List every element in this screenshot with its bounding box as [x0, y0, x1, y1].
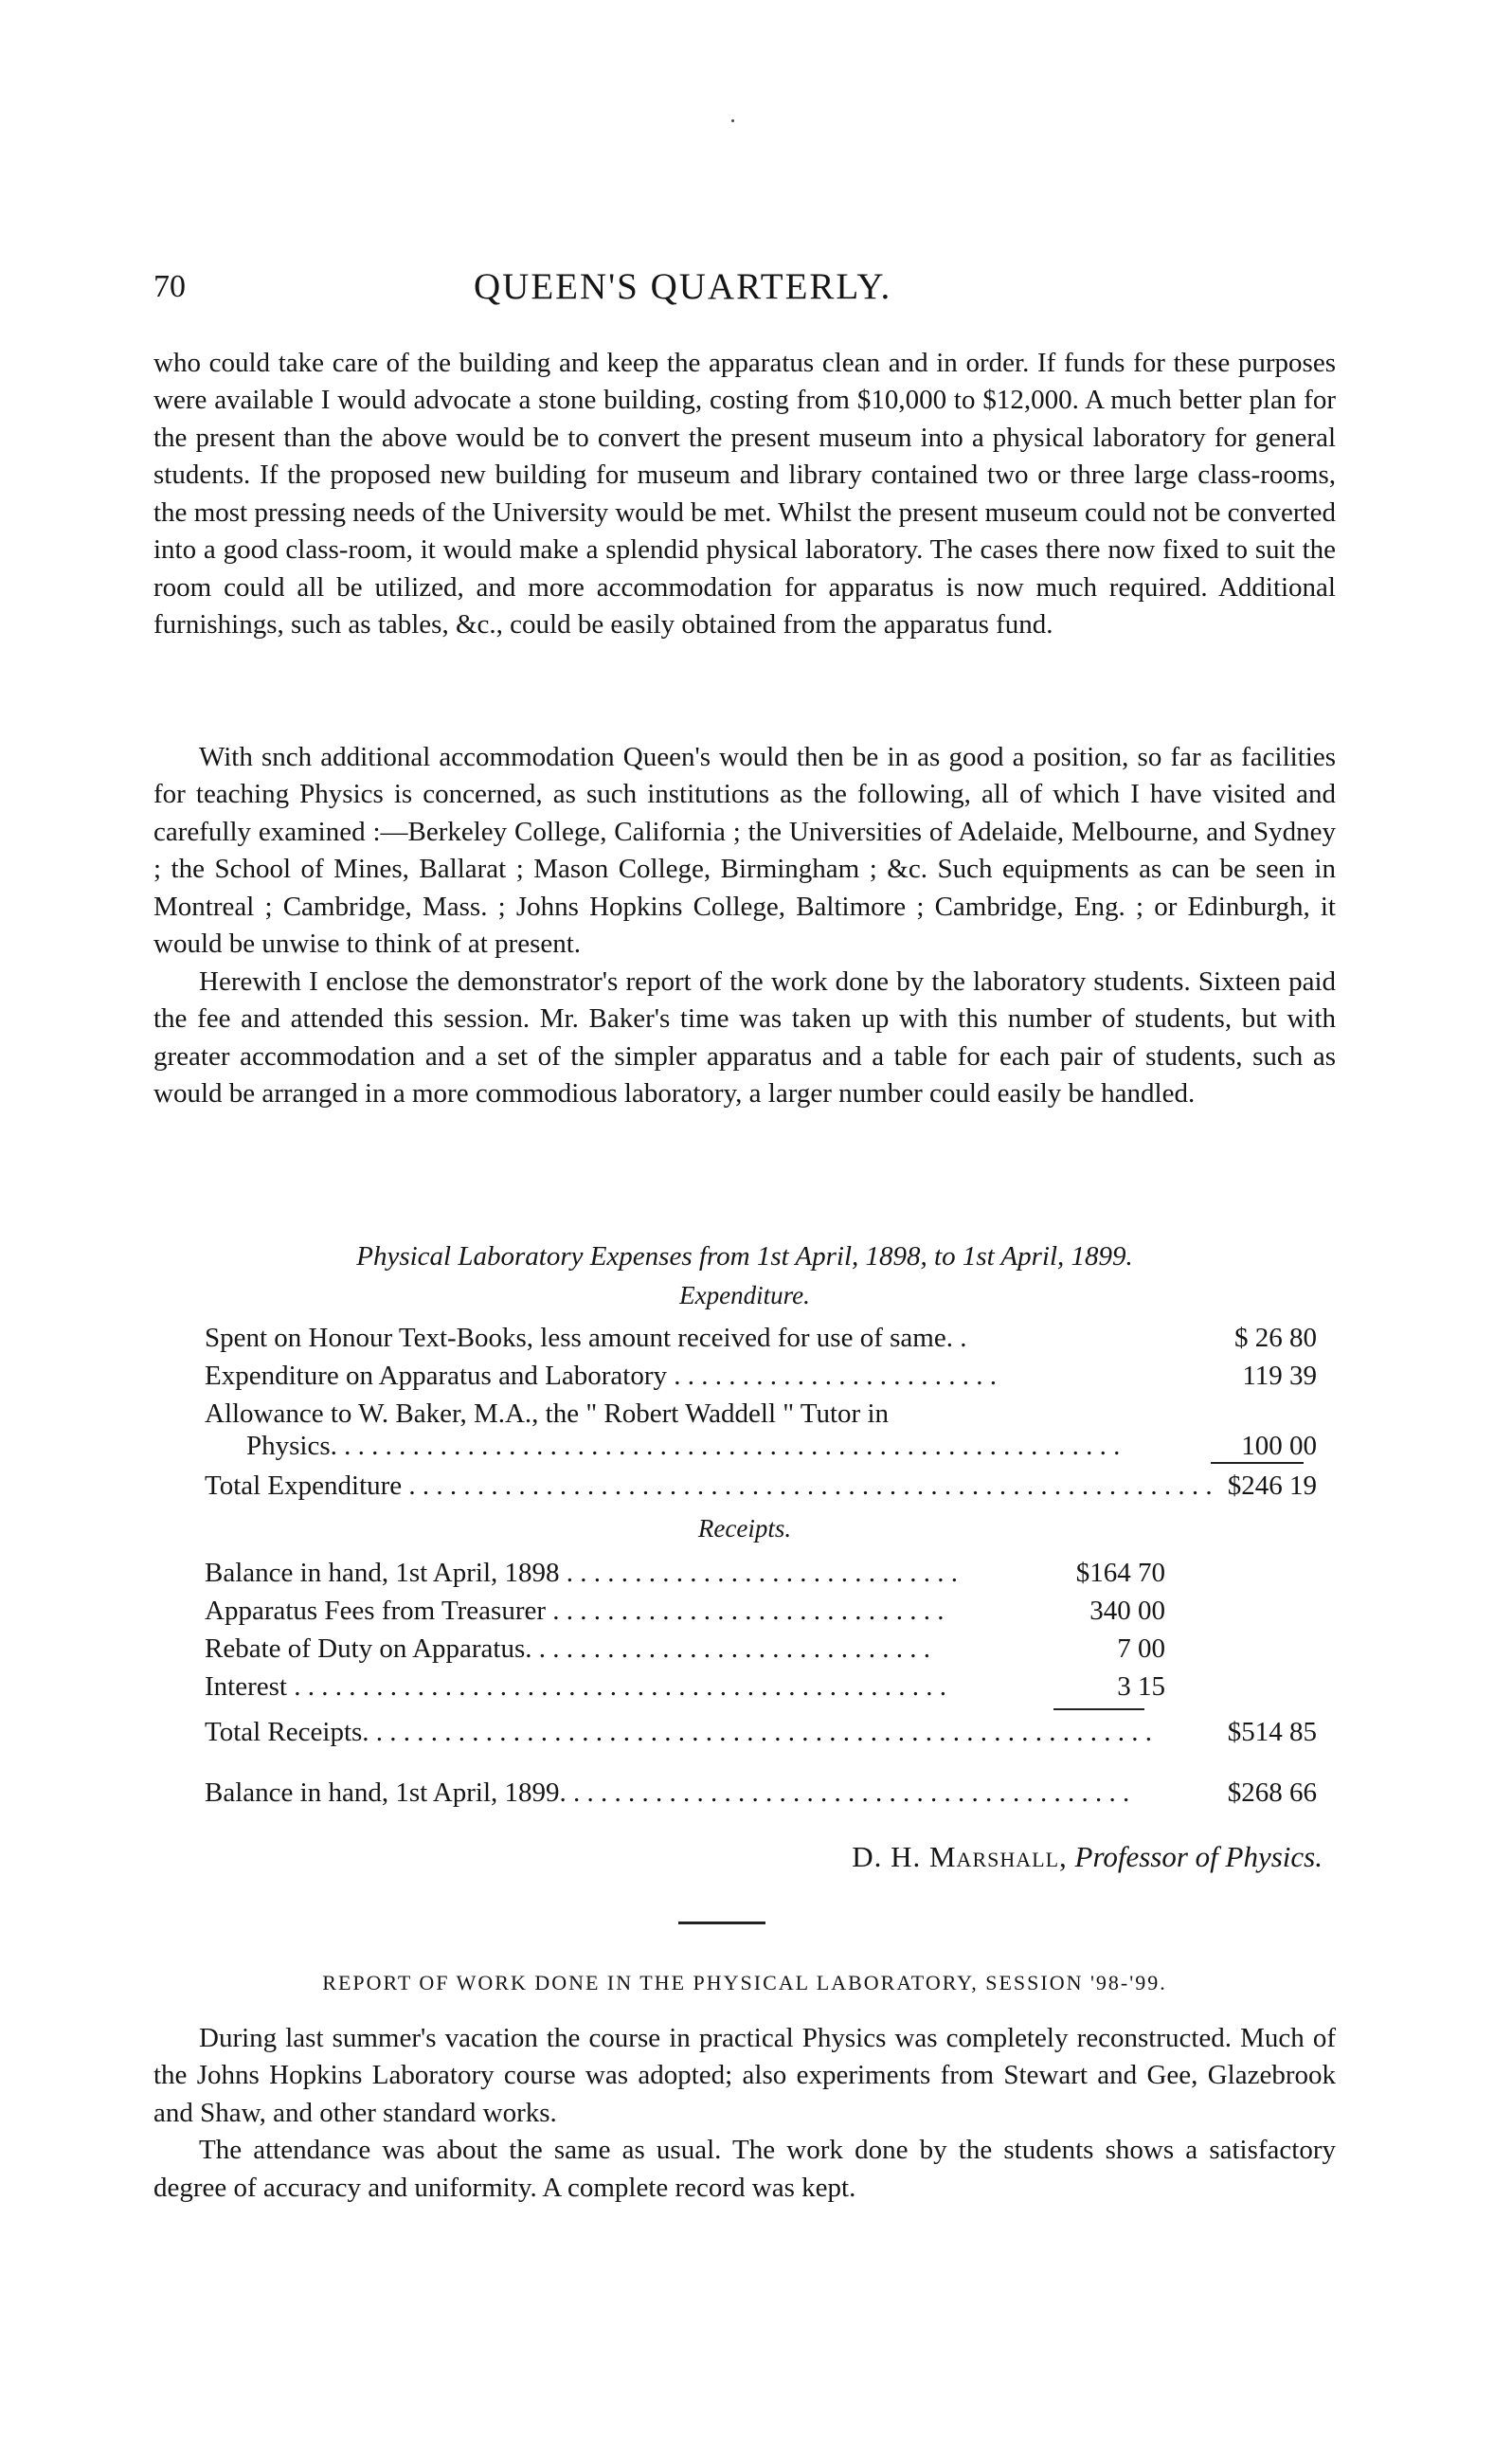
ledger-amount: 340 00: [1089, 1596, 1165, 1626]
ledger-row: [205, 1774, 1317, 1812]
signature-name: D. H. Marshall,: [852, 1840, 1068, 1873]
ledger-label: Expenditure on Apparatus and Laboratory . . . . . . . . . . . . . . . . . . . . . . . .: [205, 1361, 998, 1391]
ledger-amount: $268 66: [1227, 1777, 1317, 1808]
receipts-list: [205, 1554, 1317, 1705]
body-text: [153, 739, 1336, 1112]
paragraph: During last summer's vacation the course in practical Physics was completely reconstructed. Much of the Johns Hopkins Laboratory course was adopted; also experiments from Stewart and Gee, Glazebrook and Shaw, and other standard works.: [153, 2023, 1336, 2128]
ledger-amount: $246 19: [1227, 1471, 1317, 1501]
ledger-row: [205, 1467, 1317, 1505]
section-divider: [678, 1922, 765, 1924]
paragraph: The attendance was about the same as usual. The work done by the students shows a satisfactory degree of accuracy and uniformity. A complete record was kept.: [153, 2135, 1336, 2203]
ledger-row: [205, 1357, 1317, 1395]
sum-rule: [1211, 1462, 1304, 1464]
ledger-label: Balance in hand, 1st April, 1899. . . . . . . . . . . . . . . . . . . . . . . . . . . . . . . . . . . . . . . . . .: [205, 1777, 1130, 1808]
paragraph: Herewith I enclose the demonstrator's report of the work done by the laboratory students. Sixteen paid the fee and attended this session. Mr. Baker's time was taken up with this number of students, but with greater accommodation and a set of the simpler apparatus and a table for each pair of students, such as would be arranged in a more commodious laboratory, a larger number could easily be handled.: [153, 965, 1336, 1109]
ink-speck: [731, 119, 734, 122]
paragraph: With snch additional accommodation Queen's would then be in as good a position, so far as facilities for teaching Physics is concerned, as such institutions as the following, all of which I have visited and carefully examined :—Berkeley College, California ; the Universities of Adelaide, Melbourne, and Sydney ; the School of Mines, Ballarat ; Mason College, Birmingham ; &c. Such equipments as can be seen in Montreal ; Cambridge, Mass. ; Johns Hopkins College, Baltimore ; Cambridge, Eng. ; or Edinburgh, it would be unwise to think of at present.: [153, 742, 1336, 960]
body-text: [153, 345, 1336, 644]
ledger-row: [205, 1319, 1317, 1357]
expenditure-list: [205, 1319, 1317, 1467]
ledger-row: [205, 1592, 1317, 1630]
ledger-amount: 119 39: [1242, 1361, 1317, 1391]
ledger-amount: $514 85: [1227, 1717, 1317, 1747]
ledger-label: Allowance to W. Baker, M.A., the " Robert Waddell " Tutor in: [205, 1398, 890, 1429]
ledger-label: Balance in hand, 1st April, 1898 . . . . . . . . . . . . . . . . . . . . . . . . . . . . .: [205, 1558, 959, 1588]
ledger-amount: 7 00: [1117, 1633, 1165, 1664]
ledger-row: [205, 1554, 1317, 1592]
ledger-label: Total Expenditure . . . . . . . . . . . . . . . . . . . . . . . . . . . . . . . . . . . . . . . . . . . . . . . . . . . . . . . . . . .: [205, 1471, 1213, 1501]
page-header: [152, 263, 1336, 320]
ledger-label: Interest . . . . . . . . . . . . . . . . . . . . . . . . . . . . . . . . . . . . . . . . . . . . . . . .: [205, 1671, 946, 1702]
page-number: 70: [153, 269, 186, 304]
ledger-row: [205, 1713, 1317, 1751]
report-text: [153, 2020, 1336, 2207]
ledger-label: Apparatus Fees from Treasurer . . . . . . . . . . . . . . . . . . . . . . . . . . . . .: [205, 1596, 945, 1626]
ledger-label-continued: Physics. . . . . . . . . . . . . . . . . . . . . . . . . . . . . . . . . . . . . . . . . . . . . . . . . . . . . . . . . .: [246, 1431, 1121, 1461]
signature-title: Professor of Physics.: [1074, 1840, 1323, 1873]
total-receipts: [205, 1713, 1317, 1751]
receipts-heading: Receipts.: [697, 1514, 792, 1543]
expenditure-heading: Expenditure.: [679, 1281, 810, 1309]
report-heading: REPORT OF WORK DONE IN THE PHYSICAL LABORATORY, SESSION '98-'99.: [322, 1971, 1167, 1994]
ledger-amount: 100 00: [1241, 1431, 1317, 1461]
ledger-label: Rebate of Duty on Apparatus. . . . . . . . . . . . . . . . . . . . . . . . . . . . . .: [205, 1633, 931, 1664]
ledger-row: [205, 1668, 1317, 1705]
ledger-label: Total Receipts. . . . . . . . . . . . . . . . . . . . . . . . . . . . . . . . . . . . . . . . . . . . . . . . . . . . . . . . . .: [205, 1717, 1153, 1747]
ledger-amount: $164 70: [1075, 1558, 1165, 1588]
ledger-amount: $ 26 80: [1234, 1323, 1317, 1353]
ledger-row: [205, 1630, 1317, 1668]
signature: [852, 1840, 1323, 1874]
running-title: QUEEN'S QUARTERLY.: [474, 266, 892, 307]
ledger-label: Spent on Honour Text-Books, less amount received for use of same. .: [205, 1323, 967, 1353]
closing-balance: [205, 1774, 1317, 1812]
ledger-row: [205, 1395, 1317, 1467]
paragraph: who could take care of the building and keep the apparatus clean and in order. If funds for these purposes were available I would advocate a stone building, costing from $10,000 to $12,000. A much better plan for the present than the above would be to convert the present museum into a physical laboratory for general students. If the proposed new building for museum and library contained two or three large class-rooms, the most pressing needs of the University would be met. Whilst the present museum could not be converted into a good class-room, it would make a splendid physical laboratory. The cases there now fixed to suit the room could all be utilized, and more accommodation for apparatus is now much required. Additional furnishings, such as tables, &c., could be easily obtained from the apparatus fund.: [153, 348, 1336, 641]
ledger-amount: 3 15: [1117, 1671, 1165, 1702]
total-expenditure: [205, 1467, 1317, 1505]
ledger-caption: Physical Laboratory Expenses from 1st April, 1898, to 1st April, 1899.: [356, 1241, 1133, 1272]
sum-rule: [1053, 1708, 1144, 1710]
